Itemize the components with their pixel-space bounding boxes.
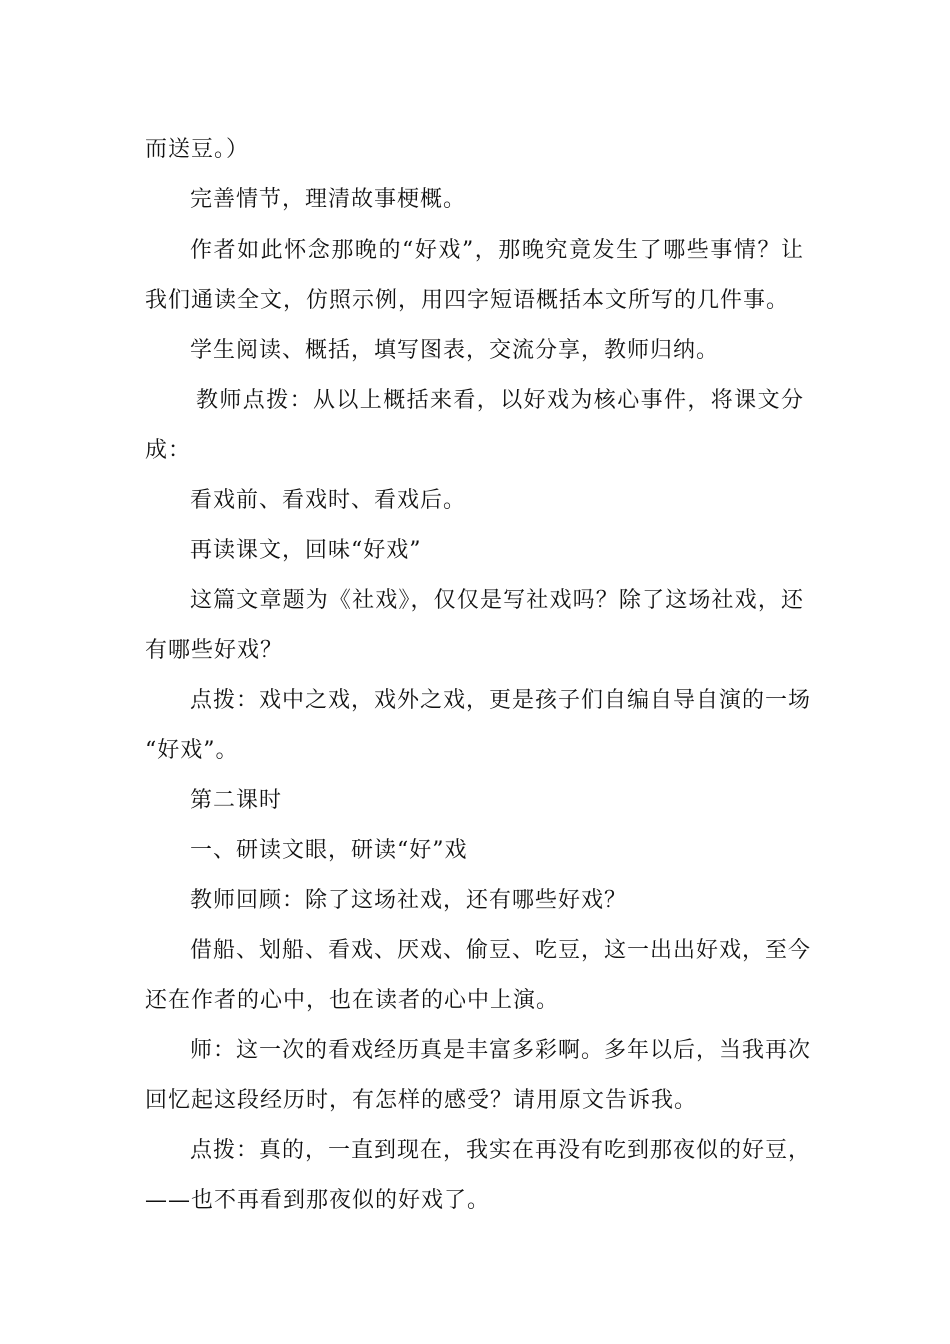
text-line-5: 学生阅读、概括，填写图表，交流分享，教师归纳。: [190, 338, 720, 363]
text-line-6: 教师点拨：从以上概括来看，以好戏为核心事件，将课文分: [196, 388, 804, 413]
text-line-4: 我们通读全文，仿照示例，用四字短语概括本文所写的几件事。: [145, 288, 790, 313]
text-line-2: 完善情节，理清故事梗概。: [190, 187, 467, 212]
text-line-22: ——也不再看到那夜似的好戏了。: [145, 1188, 491, 1213]
text-line-12: 点拨：戏中之戏，戏外之戏，更是孩子们自编自导自演的一场: [190, 688, 812, 713]
text-line-3: 作者如此怀念那晚的“好戏”，那晚究竟发生了哪些事情？让: [190, 238, 804, 263]
text-line-18: 还在作者的心中，也在读者的心中上演。: [145, 988, 560, 1013]
section-heading: 第二课时: [190, 788, 283, 813]
text-line-21: 点拨：真的，一直到现在，我实在再没有吃到那夜似的好豆，: [190, 1138, 812, 1163]
subsection-heading: 一、研读文眼，研读“好”戏: [190, 838, 468, 863]
text-line-20: 回忆起这段经历时，有怎样的感受？请用原文告诉我。: [145, 1088, 698, 1113]
text-line-10: 这篇文章题为《社戏》，仅仅是写社戏吗？除了这场社戏，还: [190, 588, 804, 613]
text-line-7: 成：: [145, 438, 192, 463]
text-line-11: 有哪些好戏？: [145, 638, 284, 663]
text-line-1: 而送豆。）: [145, 137, 250, 162]
text-line-17: 借船、划船、看戏、厌戏、偷豆、吃豆，这一出出好戏，至今: [190, 938, 812, 963]
text-line-13: “好戏”。: [145, 738, 239, 763]
text-line-19: 师：这一次的看戏经历真是丰富多彩啊。多年以后，当我再次: [190, 1038, 812, 1063]
text-line-8: 看戏前、看戏时、看戏后。: [190, 488, 467, 513]
text-line-16: 教师回顾：除了这场社戏，还有哪些好戏？: [190, 888, 628, 913]
text-line-9: 再读课文，回味“好戏”: [190, 538, 422, 563]
